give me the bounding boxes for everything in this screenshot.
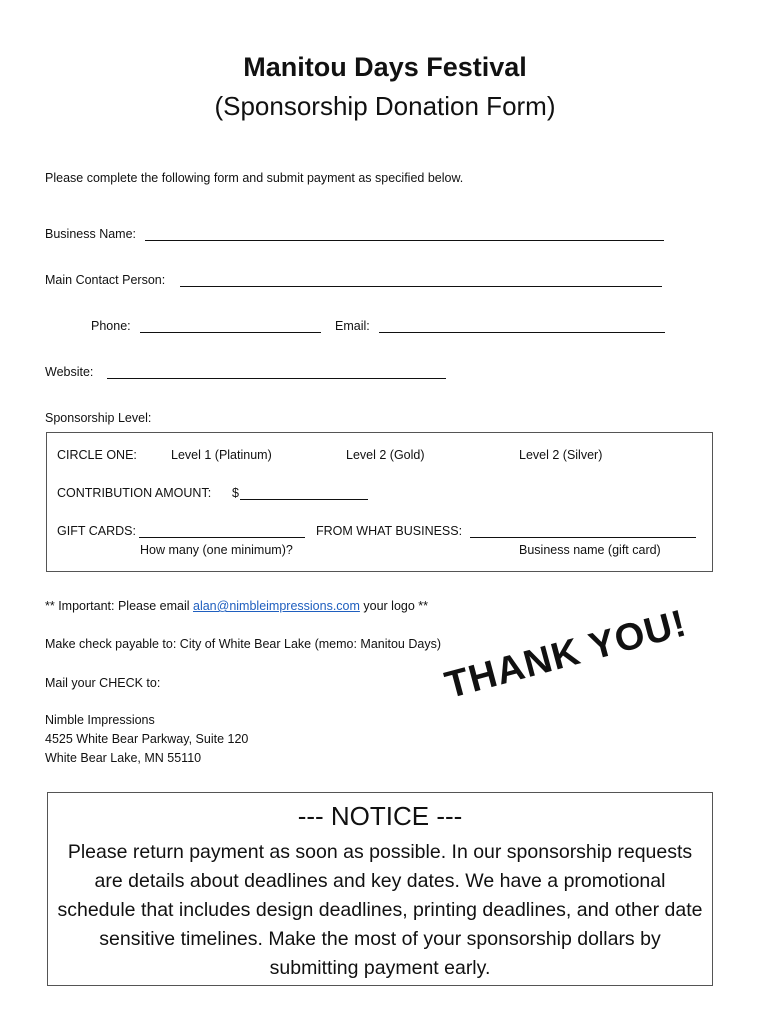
level-silver-option[interactable]: Level 2 (Silver) — [519, 448, 603, 462]
logo-email-link[interactable]: alan@nimbleimpressions.com — [193, 599, 360, 613]
main-contact-label: Main Contact Person: — [45, 273, 166, 287]
important-note — [45, 599, 428, 613]
address-line-3: White Bear Lake, MN 55110 — [45, 751, 202, 765]
notice-box — [47, 792, 713, 986]
from-business-label: FROM WHAT BUSINESS: — [316, 524, 463, 538]
thank-you-stamp: THANK YOU! — [440, 602, 692, 708]
how-many-hint: How many (one minimum)? — [140, 543, 293, 557]
intro-text: Please complete the following form and submit payment as specified below. — [45, 171, 464, 185]
circle-one-label: CIRCLE ONE: — [57, 448, 137, 462]
gift-cards-field[interactable] — [139, 537, 305, 538]
business-name-field[interactable] — [145, 240, 664, 241]
notice-body: Please return payment as soon as possible. In our sponsorship requests are details about deadlines and key dates. We have a promotional schedule that includes design deadlines, printing deadlines, and other date sensitive timelines. Make the most of your sponsorship dollars by submitting payment early. — [57, 841, 703, 979]
email-label: Email: — [335, 319, 370, 333]
phone-label: Phone: — [91, 319, 131, 333]
address-line-2: 4525 White Bear Parkway, Suite 120 — [45, 732, 249, 746]
form-subtitle: (Sponsorship Donation Form) — [214, 91, 556, 121]
dollar-sign: $ — [232, 486, 239, 500]
mail-check-label: Mail your CHECK to: — [45, 676, 161, 690]
notice-title: --- NOTICE --- — [297, 801, 463, 831]
gift-business-field[interactable] — [470, 537, 696, 538]
phone-field[interactable] — [140, 332, 321, 333]
important-suffix: your logo ** — [359, 599, 429, 613]
level-platinum-option[interactable]: Level 1 (Platinum) — [171, 448, 272, 462]
gift-cards-label: GIFT CARDS: — [57, 524, 136, 538]
form-title: Manitou Days Festival — [243, 52, 527, 82]
website-label: Website: — [45, 365, 94, 379]
level-gold-option[interactable]: Level 2 (Gold) — [346, 448, 425, 462]
contribution-amount-field[interactable] — [240, 499, 368, 500]
business-name-label: Business Name: — [45, 227, 137, 241]
address-line-1: Nimble Impressions — [45, 713, 155, 727]
email-field[interactable] — [379, 332, 665, 333]
payable-text: Make check payable to: City of White Bear Lake (memo: Manitou Days) — [45, 637, 441, 651]
main-contact-field[interactable] — [180, 286, 662, 287]
contribution-amount-label: CONTRIBUTION AMOUNT: — [57, 486, 212, 500]
business-name-hint: Business name (gift card) — [519, 543, 661, 557]
sponsorship-level-label: Sponsorship Level: — [45, 411, 152, 425]
important-prefix: ** Important: Please email — [45, 599, 193, 613]
website-field[interactable] — [107, 378, 446, 379]
